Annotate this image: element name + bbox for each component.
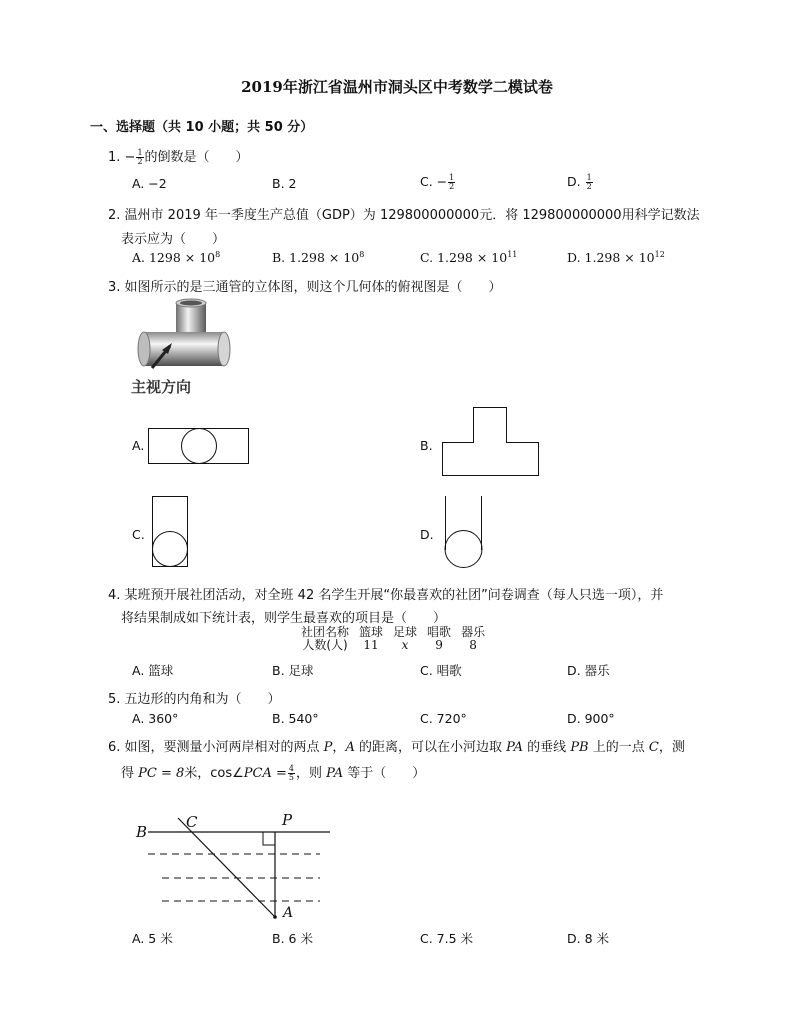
q1-fraction: $\frac{1}{2}$ bbox=[137, 148, 143, 166]
table-cell: 8 bbox=[469, 638, 477, 652]
q2-option-b[interactable]: B. $1.298 \times 10^8$ bbox=[272, 250, 365, 266]
q3-option-d-figure bbox=[441, 496, 487, 570]
q3-option-a-figure bbox=[148, 428, 250, 466]
question-6-line1: 6. 如图，要测量小河两岸相对的两点 P，A 的距离，可以在小河边取 PA 的垂线 PB 上的一点 C，测 bbox=[108, 740, 685, 755]
q6-river-figure bbox=[130, 806, 340, 926]
table-header-cell: 社团名称 bbox=[301, 625, 350, 639]
q4-option-a[interactable]: A. 篮球 bbox=[132, 663, 174, 678]
q3-option-b-figure bbox=[442, 407, 540, 477]
table-header-cell: 篮球 bbox=[359, 625, 384, 639]
q1-option-a[interactable]: A. −2 bbox=[132, 176, 167, 191]
q4-option-b[interactable]: B. 足球 bbox=[272, 663, 314, 678]
question-2-line1: 2. 温州市 2019 年一季度生产总值（GDP）为 129800000000元．将 129800000000用科学记数法 bbox=[108, 208, 700, 223]
q3-option-c[interactable]: C. bbox=[132, 527, 145, 542]
q1-option-d[interactable]: D. $\frac{1}{2}$ bbox=[567, 173, 592, 191]
q2-option-a[interactable]: A. $1298 \times 10^8$ bbox=[132, 250, 221, 266]
q4-option-d[interactable]: D. 器乐 bbox=[567, 663, 610, 678]
q6-option-d[interactable]: D. 8 米 bbox=[567, 931, 609, 946]
figure-label-b: B bbox=[136, 823, 148, 841]
table-cell: 11 bbox=[363, 638, 379, 652]
question-4-line2: 将结果制成如下统计表，则学生最喜欢的项目是（ ） bbox=[121, 611, 447, 626]
figure-label-c: C bbox=[186, 813, 198, 831]
q1-stem-text: 的倒数是（ ） bbox=[144, 150, 249, 165]
table-cell: 9 bbox=[435, 638, 443, 652]
page-title: 2019年浙江省温州市洞头区中考数学二模试卷 bbox=[241, 78, 553, 96]
table-cell: 人数(人) bbox=[302, 638, 348, 652]
figure-label-a: A bbox=[283, 905, 294, 921]
q5-option-a[interactable]: A. 360° bbox=[132, 711, 179, 726]
table-header-cell: 唱歌 bbox=[427, 625, 452, 639]
q1-option-b[interactable]: B. 2 bbox=[272, 176, 297, 191]
q4-stats-table bbox=[296, 626, 490, 652]
q4-option-c[interactable]: C. 唱歌 bbox=[420, 663, 462, 678]
table-header-cell: 器乐 bbox=[461, 625, 486, 639]
q5-option-c[interactable]: C. 720° bbox=[420, 711, 467, 726]
table-row bbox=[296, 639, 490, 652]
q6-option-a[interactable]: A. 5 米 bbox=[132, 931, 173, 946]
q1-option-c[interactable]: C. − $\frac{1}{2}$ bbox=[420, 173, 455, 191]
section-heading: 一、选择题（共 10 小题；共 50 分） bbox=[90, 120, 314, 135]
q5-option-d[interactable]: D. 900° bbox=[567, 711, 615, 726]
q3-option-a[interactable]: A. bbox=[132, 438, 145, 453]
q5-option-b[interactable]: B. 540° bbox=[272, 711, 319, 726]
q1-prefix: 1. − bbox=[108, 150, 136, 165]
q6-option-c[interactable]: C. 7.5 米 bbox=[420, 931, 474, 946]
question-3-stem: 3. 如图所示的是三通管的立体图，则这个几何体的俯视图是（ ） bbox=[108, 280, 502, 295]
tee-pipe-figure bbox=[132, 298, 202, 368]
question-4-line1: 4. 某班预开展社团活动，对全班 42 名学生开展“你最喜欢的社团”问卷调查（每人只选一项），并 bbox=[108, 588, 664, 603]
table-header-cell: 足球 bbox=[393, 625, 418, 639]
question-1-stem bbox=[108, 146, 249, 166]
q3-option-c-figure bbox=[152, 496, 190, 568]
q3-option-b[interactable]: B. bbox=[420, 438, 433, 453]
table-cell: x bbox=[401, 638, 409, 652]
q6-option-b[interactable]: B. 6 米 bbox=[272, 931, 313, 946]
question-2-line2: 表示应为（ ） bbox=[121, 232, 226, 247]
question-5-stem: 5. 五边形的内角和为（ ） bbox=[108, 692, 281, 707]
q2-option-c[interactable]: C. $1.298 \times 10^{11}$ bbox=[420, 250, 518, 266]
view-direction-label: 主视方向 bbox=[131, 378, 192, 396]
question-6-line2: 得 PC = 8米，cos∠PCA = $\frac{4}{5}$ ，则 PA 等于（ ） bbox=[121, 764, 426, 782]
q2-option-d[interactable]: D. $1.298 \times 10^{12}$ bbox=[567, 250, 665, 266]
figure-label-p: P bbox=[282, 811, 293, 829]
q3-option-d[interactable]: D. bbox=[420, 527, 434, 542]
